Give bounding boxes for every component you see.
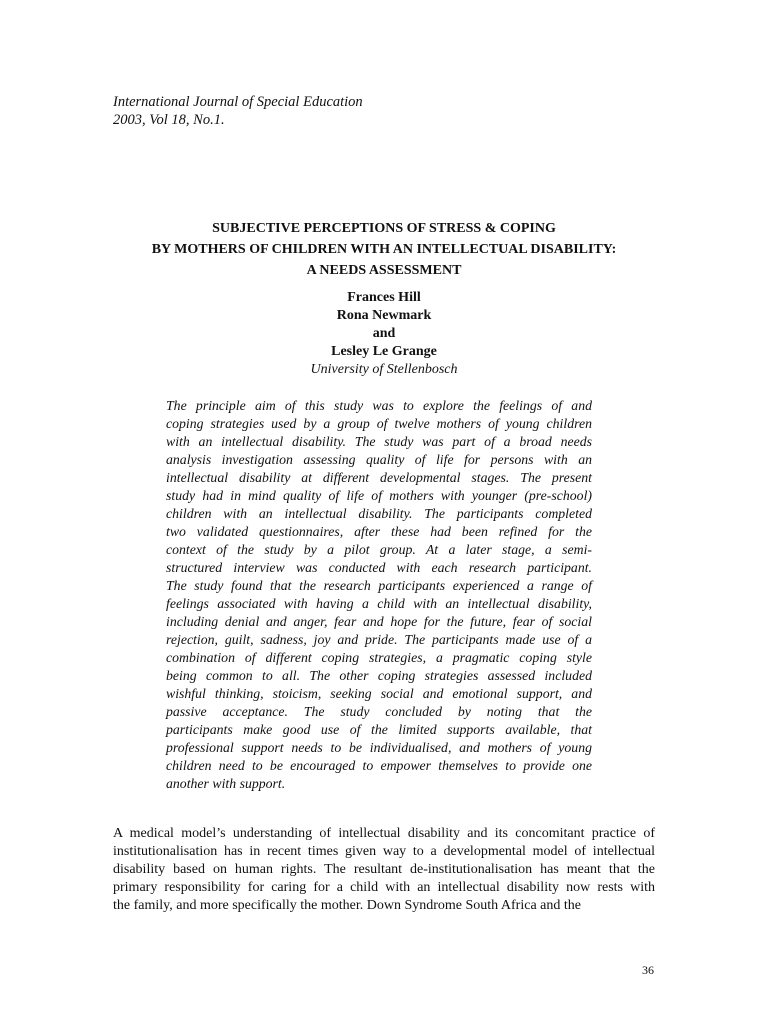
journal-issue: 2003, Vol 18, No.1. xyxy=(113,112,225,128)
author-conjunction: and xyxy=(372,326,396,341)
title-line: A NEEDS ASSESSMENT xyxy=(306,263,462,278)
author-name: Frances Hill xyxy=(347,290,421,305)
abstract-line: structured interview was conducted with each research participant. xyxy=(166,560,592,575)
abstract-line: analysis investigation assessing quality of life for persons with an xyxy=(166,452,592,467)
abstract-line: being common to all. The other coping strategies assessed included xyxy=(166,668,592,683)
body-paragraph xyxy=(113,825,655,915)
author-name: Lesley Le Grange xyxy=(331,344,437,359)
abstract-line: children with an intellectual disability. The participants completed xyxy=(166,506,592,521)
abstract-line: study had in mind quality of life of mothers with younger (pre-school) xyxy=(166,488,592,503)
abstract-line: professional support needs to be individualised, and mothers of young xyxy=(166,740,592,755)
body-line: A medical model’s understanding of intellectual disability and its concomitant practice of xyxy=(113,826,655,841)
author-block xyxy=(0,289,768,379)
abstract-line: with an intellectual disability. The study was part of a broad needs xyxy=(166,434,592,449)
abstract-line: coping strategies used by a group of twelve mothers of young children xyxy=(166,416,592,431)
abstract-line: wishful thinking, stoicism, seeking social and emotional support, and xyxy=(166,686,592,701)
abstract-line: two validated questionnaires, after these had been refined for the xyxy=(166,524,592,539)
abstract xyxy=(166,397,592,793)
title-line: BY MOTHERS OF CHILDREN WITH AN INTELLECTUAL DISABILITY: xyxy=(151,242,617,257)
body-line: primary responsibility for caring for a child with an intellectual disability now rests with xyxy=(113,880,655,895)
abstract-line: including denial and anger, fear and hope for the future, fear of social xyxy=(166,614,592,629)
title-line: SUBJECTIVE PERCEPTIONS OF STRESS & COPING xyxy=(212,221,556,236)
body-line: the family, and more specifically the mother. Down Syndrome South Africa and the xyxy=(113,898,581,913)
abstract-line: children need to be encouraged to empower themselves to provide one xyxy=(166,758,592,773)
abstract-line: rejection, guilt, sadness, joy and pride. The participants made use of a xyxy=(166,632,592,647)
abstract-line: combination of different coping strategies, a pragmatic coping style xyxy=(166,650,592,665)
paper-title xyxy=(0,218,768,281)
author-name: Rona Newmark xyxy=(336,308,432,323)
body-line: institutionalisation has in recent times given way to a developmental model of intellectual xyxy=(113,844,655,859)
abstract-line: The study found that the research participants experienced a range of xyxy=(166,578,592,593)
journal-name: International Journal of Special Education xyxy=(113,94,363,110)
abstract-line: feelings associated with having a child with an intellectual disability, xyxy=(166,596,592,611)
journal-citation xyxy=(113,93,363,129)
abstract-line: passive acceptance. The study concluded by noting that the xyxy=(166,704,592,719)
body-line: disability based on human rights. The resultant de-institutionalisation has meant that the xyxy=(113,862,655,877)
page-number: 36 xyxy=(642,963,654,977)
abstract-line: The principle aim of this study was to explore the feelings of and xyxy=(166,398,592,413)
abstract-line: context of the study by a pilot group. At a later stage, a semi- xyxy=(166,542,592,557)
abstract-line: another with support. xyxy=(166,776,286,791)
author-affiliation: University of Stellenbosch xyxy=(310,362,458,377)
abstract-line: intellectual disability at different developmental stages. The present xyxy=(166,470,592,485)
abstract-line: participants make good use of the limited supports available, that xyxy=(166,722,592,737)
